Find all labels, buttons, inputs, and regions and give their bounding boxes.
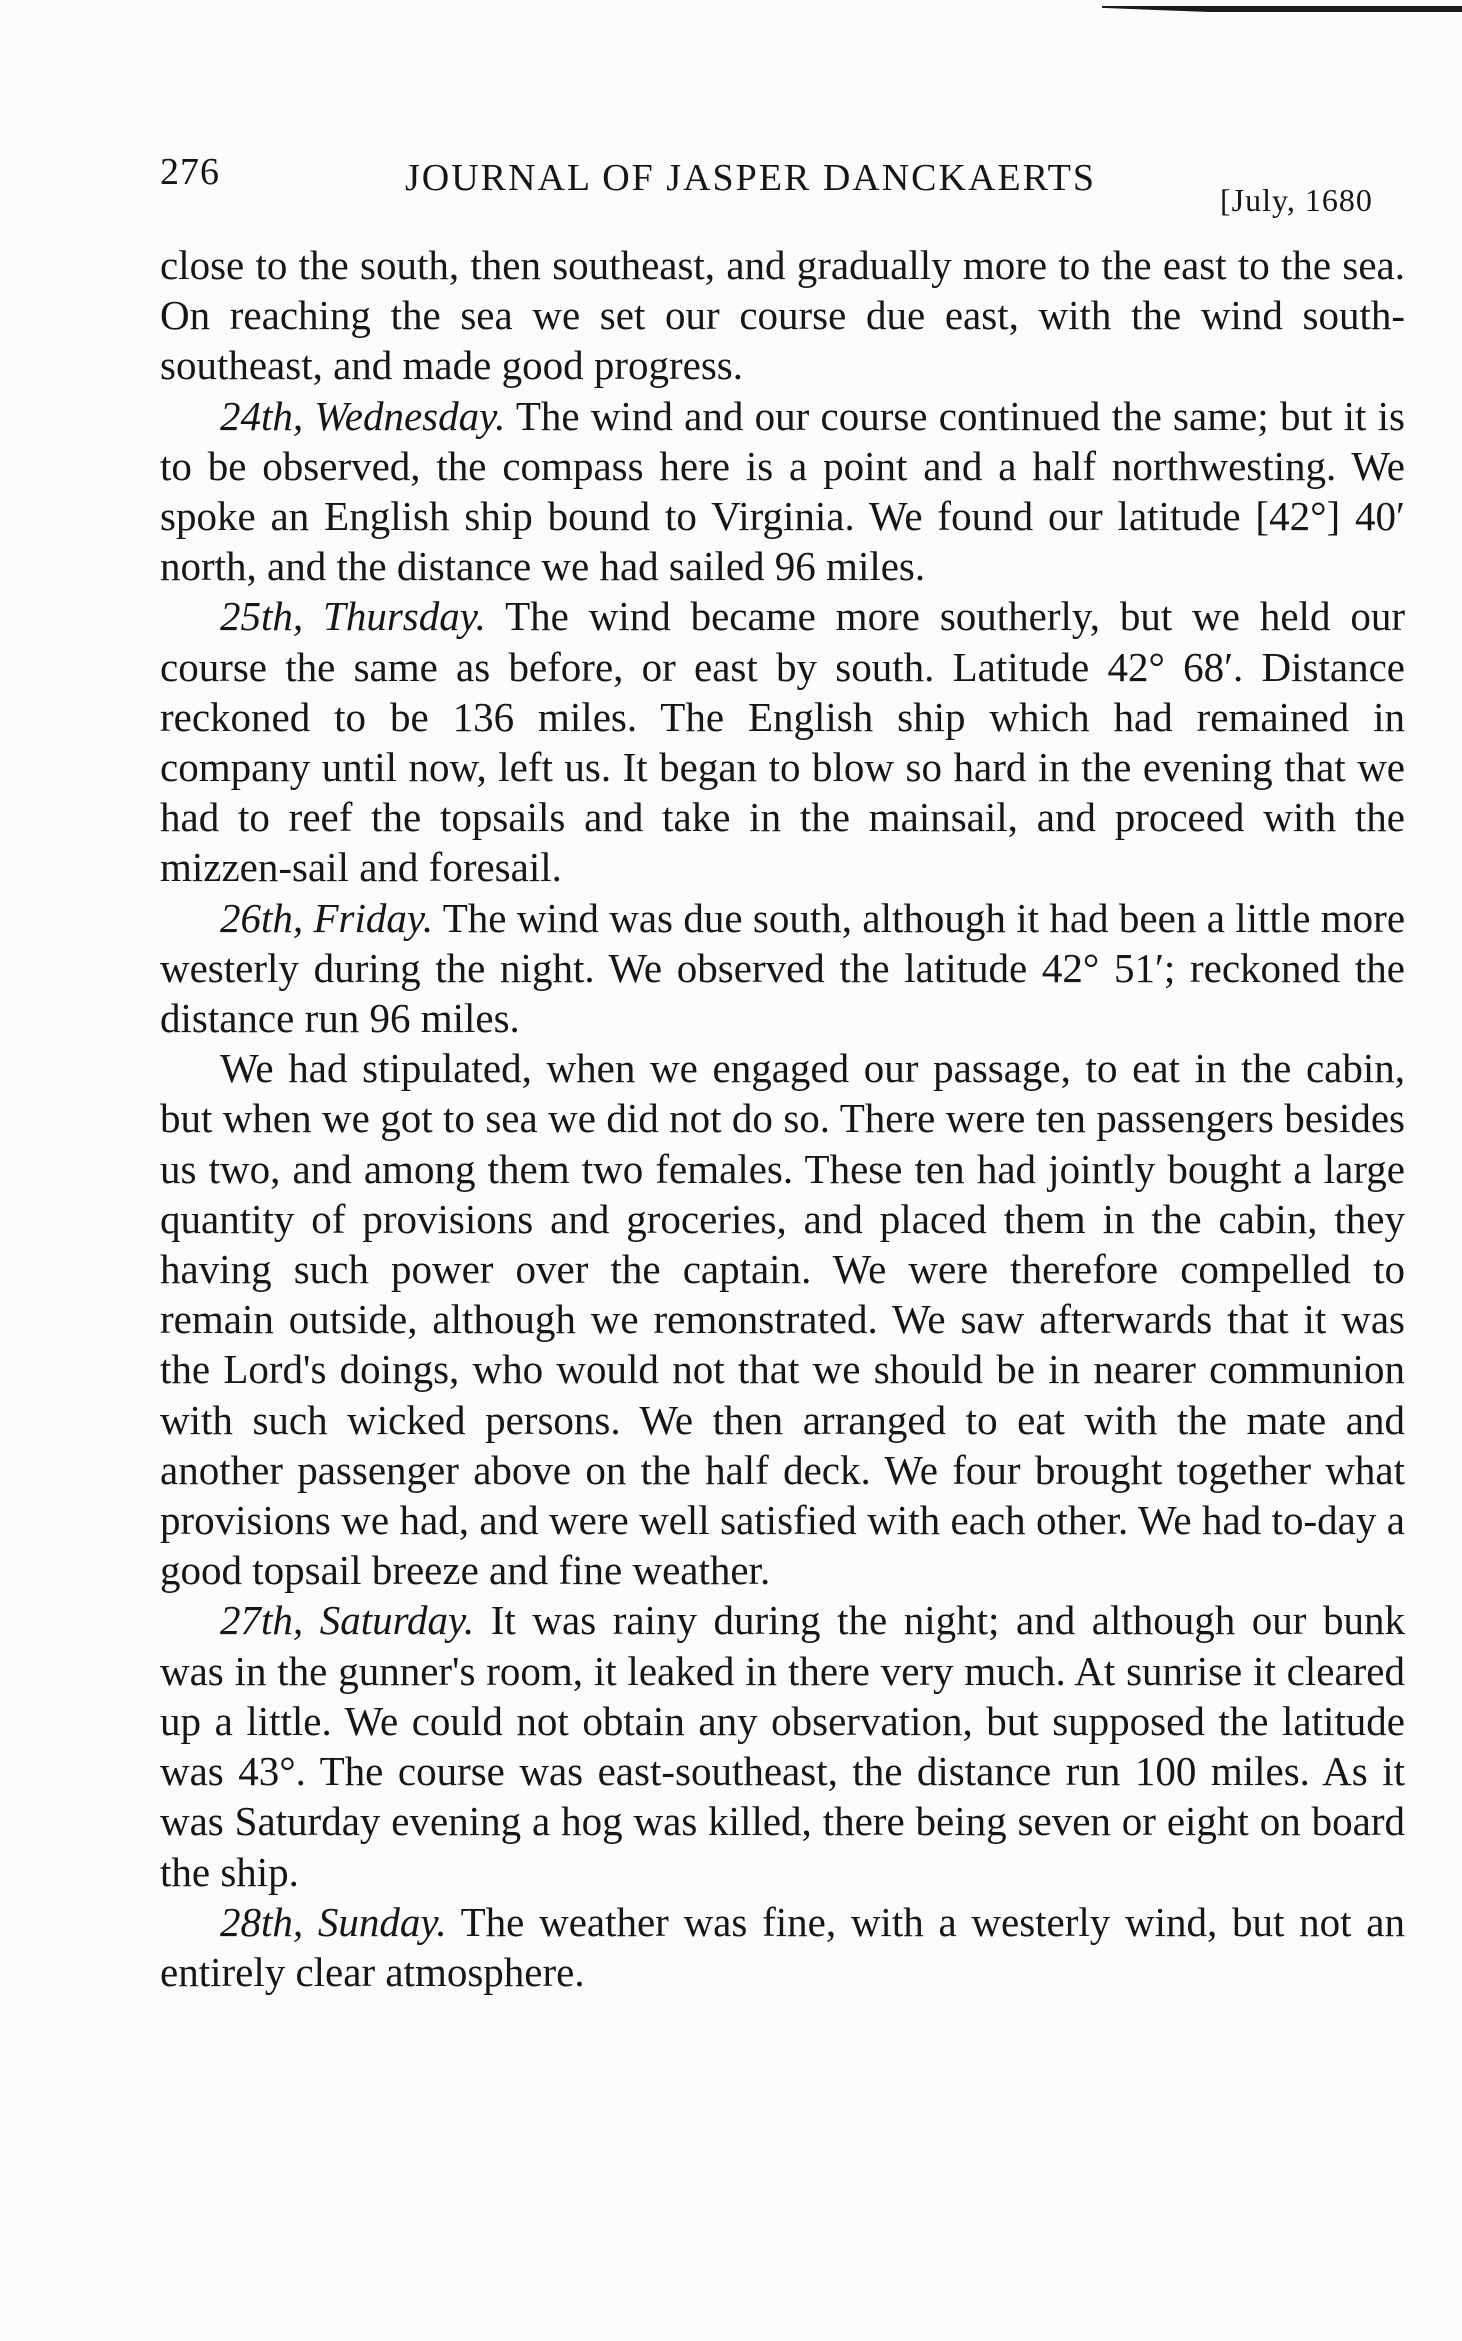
paragraph: [160, 893, 1405, 1044]
paragraph-text: The wind and our course continued the same; but it is to be observed, the compass here is a point and a half northwesting. We spoke an English ship bound to Virginia. We found our latitude [42°] 40′ north, and the distance we had sailed 96 miles.: [160, 392, 1405, 590]
paragraph: [160, 1595, 1405, 1896]
paragraph-text: It was rainy during the night; and although our bunk was in the gunner's room, it leaked in there very much. At sunrise it cleared up a little. We could not obtain any observation, but supposed the latitude was 43°. The course was east-southeast, the distance run 100 miles. As it was Saturday evening a hog was killed, there being seven or eight on board the ship.: [160, 1597, 1406, 1895]
entry-date: 26th, Friday.: [220, 894, 434, 941]
running-title: JOURNAL OF JASPER DANCKAERTS: [405, 157, 1097, 199]
body-text: [160, 240, 1405, 1997]
scan-corner-mark: [1102, 0, 1462, 44]
paragraph: [160, 391, 1405, 592]
entry-date: 28th, Sunday.: [220, 1898, 447, 1945]
paragraph-text: close to the south, then southeast, and gradually more to the east to the sea. On reaching the sea we set our course due east, with the wind south-southeast, and made good progress.: [160, 242, 1405, 389]
running-head: [160, 150, 1410, 218]
paragraph: [160, 591, 1405, 892]
entry-date: 24th, Wednesday.: [220, 392, 506, 439]
paragraph: [160, 1897, 1405, 1997]
entry-date: 27th, Saturday.: [220, 1597, 475, 1644]
paragraph-text: The wind was due south, although it had been a little more westerly during the night. We observed the latitude 42° 51′; reckoned the distance run 96 miles.: [160, 894, 1406, 1042]
page-number: 276: [160, 151, 220, 193]
paragraph-text: The weather was fine, with a westerly wind, but not an entirely clear atmosphere.: [160, 1898, 1405, 1995]
paragraph: [160, 1043, 1405, 1595]
paragraph: [160, 240, 1405, 391]
paragraph-text: We had stipulated, when we engaged our passage, to eat in the cabin, but when we got to sea we did not do so. There were ten passengers besides us two, and among them two females. These ten had jointly bought a large quantity of provisions and groceries, and placed them in the cabin, they having such power over the captain. We were therefore compelled to remain outside, although we remonstrated. We saw afterwards that it was the Lord's doings, who would not that we should be in nearer communion with such wicked persons. We then arranged to eat with the mate and another passenger above on the half deck. We four brought together what provisions we had, and were well satisfied with each other. We had to-day a good topsail breeze and fine weather.: [160, 1045, 1405, 1594]
entry-date: 25th, Thursday.: [220, 593, 486, 640]
running-date: [July, 1680: [1220, 182, 1373, 218]
paragraph-text: The wind became more southerly, but we held our course the same as before, or east by south. Latitude 42° 68′. Distance reckoned to be 136 miles. The English ship which had remained in company until now, left us. It began to blow so hard in the evening that we had to reef the topsails and take in the mainsail, and proceed with the mizzen-sail and foresail.: [160, 593, 1405, 891]
